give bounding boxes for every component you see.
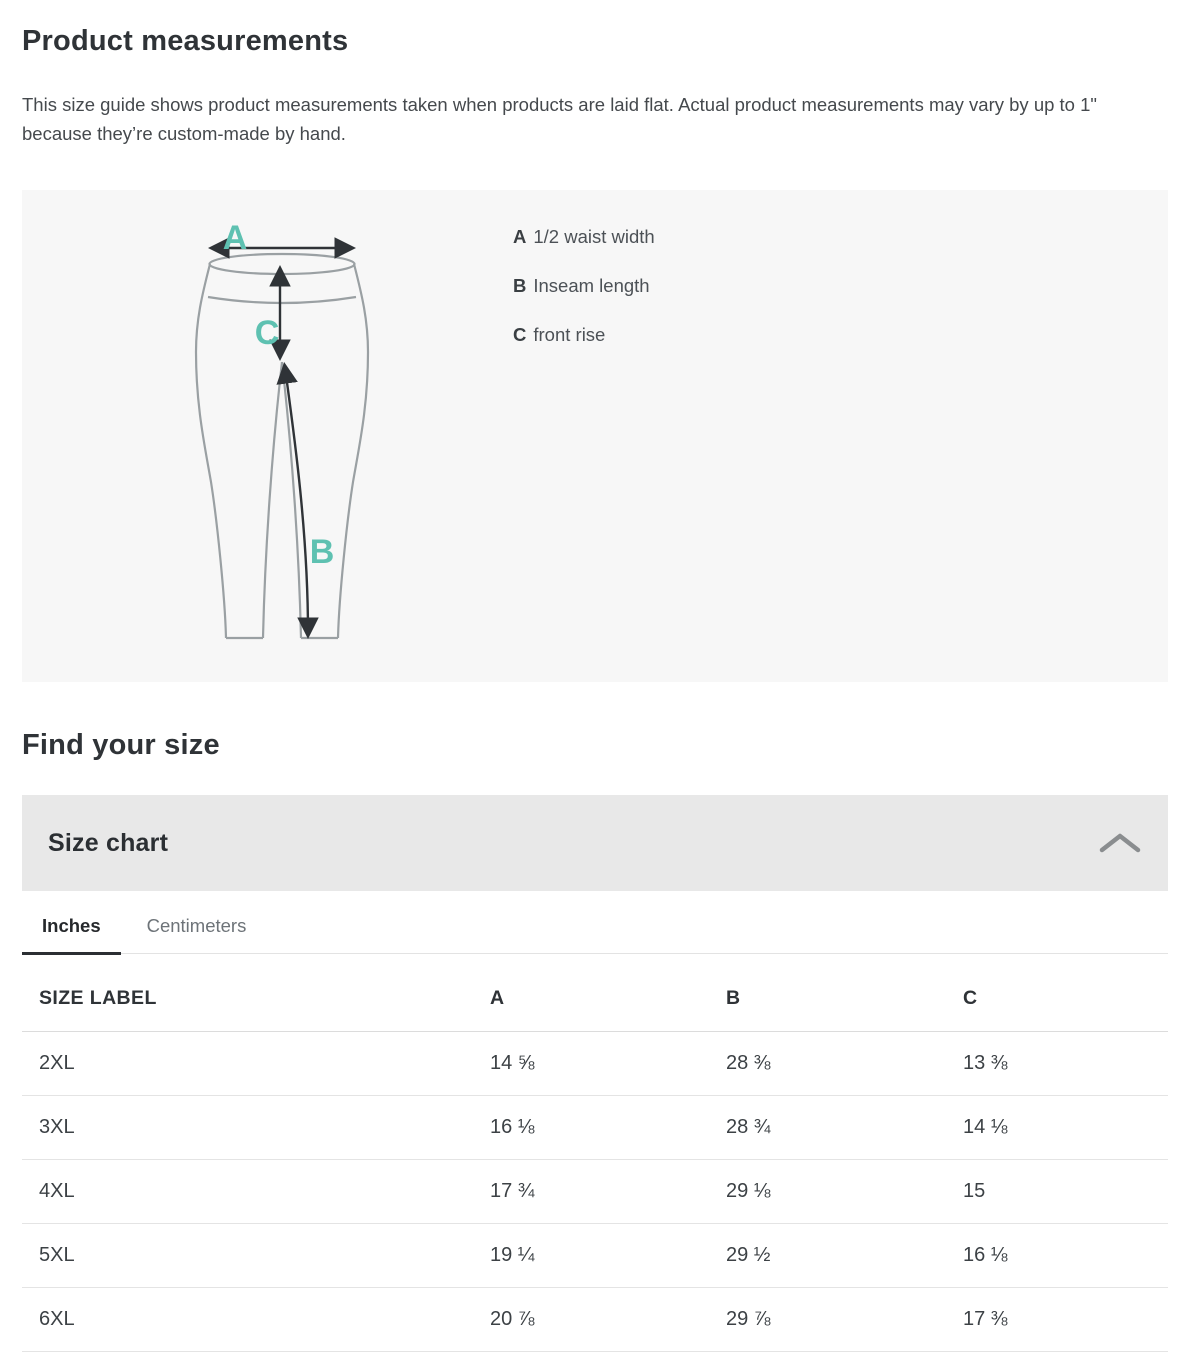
cell-a: 19 ¼	[490, 1244, 535, 1266]
legend-item-c	[513, 324, 655, 346]
cell-b: 29 ⅞	[726, 1308, 771, 1330]
diagram-label-a: A	[222, 219, 248, 257]
cell-a: 17 ¾	[490, 1180, 535, 1202]
cell-c: 17 ⅜	[963, 1308, 1008, 1330]
size-chart-table	[22, 966, 1168, 1352]
cell-c: 15	[963, 1180, 986, 1202]
cell-size: 6XL	[39, 1308, 75, 1330]
cell-b: 28 ⅜	[726, 1052, 771, 1074]
tab-inches[interactable]: Inches	[22, 903, 121, 953]
measurement-diagram-panel	[22, 190, 1168, 682]
cell-size: 3XL	[39, 1116, 75, 1138]
page-title: Product measurements	[22, 25, 349, 57]
legend-item-b	[513, 275, 655, 297]
legend-item-a	[513, 226, 655, 248]
tab-centimeters[interactable]: Centimeters	[146, 915, 247, 936]
leggings-outline	[196, 254, 368, 638]
diagram-legend	[513, 190, 655, 373]
col-header-c: C	[963, 987, 978, 1009]
cell-a: 16 ⅛	[490, 1116, 535, 1138]
cell-size: 4XL	[39, 1180, 75, 1202]
col-header-size-label: SIZE LABEL	[39, 987, 157, 1009]
cell-b: 28 ¾	[726, 1116, 771, 1138]
cell-c: 14 ⅛	[963, 1116, 1008, 1138]
intro-text: This size guide shows product measurements taken when products are laid flat. Actual product measurements may vary by up to 1" because they’re custom-made by hand.	[22, 94, 1097, 144]
cell-c: 16 ⅛	[963, 1244, 1008, 1266]
diagram-label-b: B	[309, 533, 335, 571]
leggings-diagram	[112, 205, 452, 680]
legend-key-b: B	[513, 275, 527, 296]
legend-key-a: A	[513, 226, 527, 247]
cell-b: 29 ½	[726, 1244, 771, 1266]
leggings-diagram-svg	[112, 205, 452, 675]
cell-a: 14 ⅝	[490, 1052, 535, 1074]
table-row	[22, 1160, 1168, 1224]
size-guide-page	[0, 25, 1184, 1352]
cell-c: 13 ⅜	[963, 1052, 1008, 1074]
find-your-size-title: Find your size	[22, 729, 220, 761]
table-header-row	[22, 966, 1168, 1032]
table-row	[22, 1032, 1168, 1096]
table-row	[22, 1224, 1168, 1288]
col-header-a: A	[490, 987, 505, 1009]
table-row	[22, 1096, 1168, 1160]
cell-a: 20 ⅞	[490, 1308, 535, 1330]
legend-label-b: Inseam length	[533, 275, 650, 296]
size-chart-title: Size chart	[48, 828, 169, 857]
legend-label-a: 1/2 waist width	[533, 226, 655, 247]
cell-size: 5XL	[39, 1244, 75, 1266]
legend-key-c: C	[513, 324, 527, 345]
cell-size: 2XL	[39, 1052, 75, 1074]
size-chart-toggle[interactable]	[22, 795, 1168, 891]
unit-tabs	[22, 903, 1168, 954]
cell-b: 29 ⅛	[726, 1180, 771, 1202]
legend-label-c: front rise	[533, 324, 606, 345]
diagram-label-c: C	[254, 314, 280, 352]
inseam-arrow	[285, 368, 308, 633]
col-header-b: B	[726, 987, 741, 1009]
chevron-up-icon[interactable]	[1098, 833, 1142, 853]
table-row	[22, 1288, 1168, 1352]
